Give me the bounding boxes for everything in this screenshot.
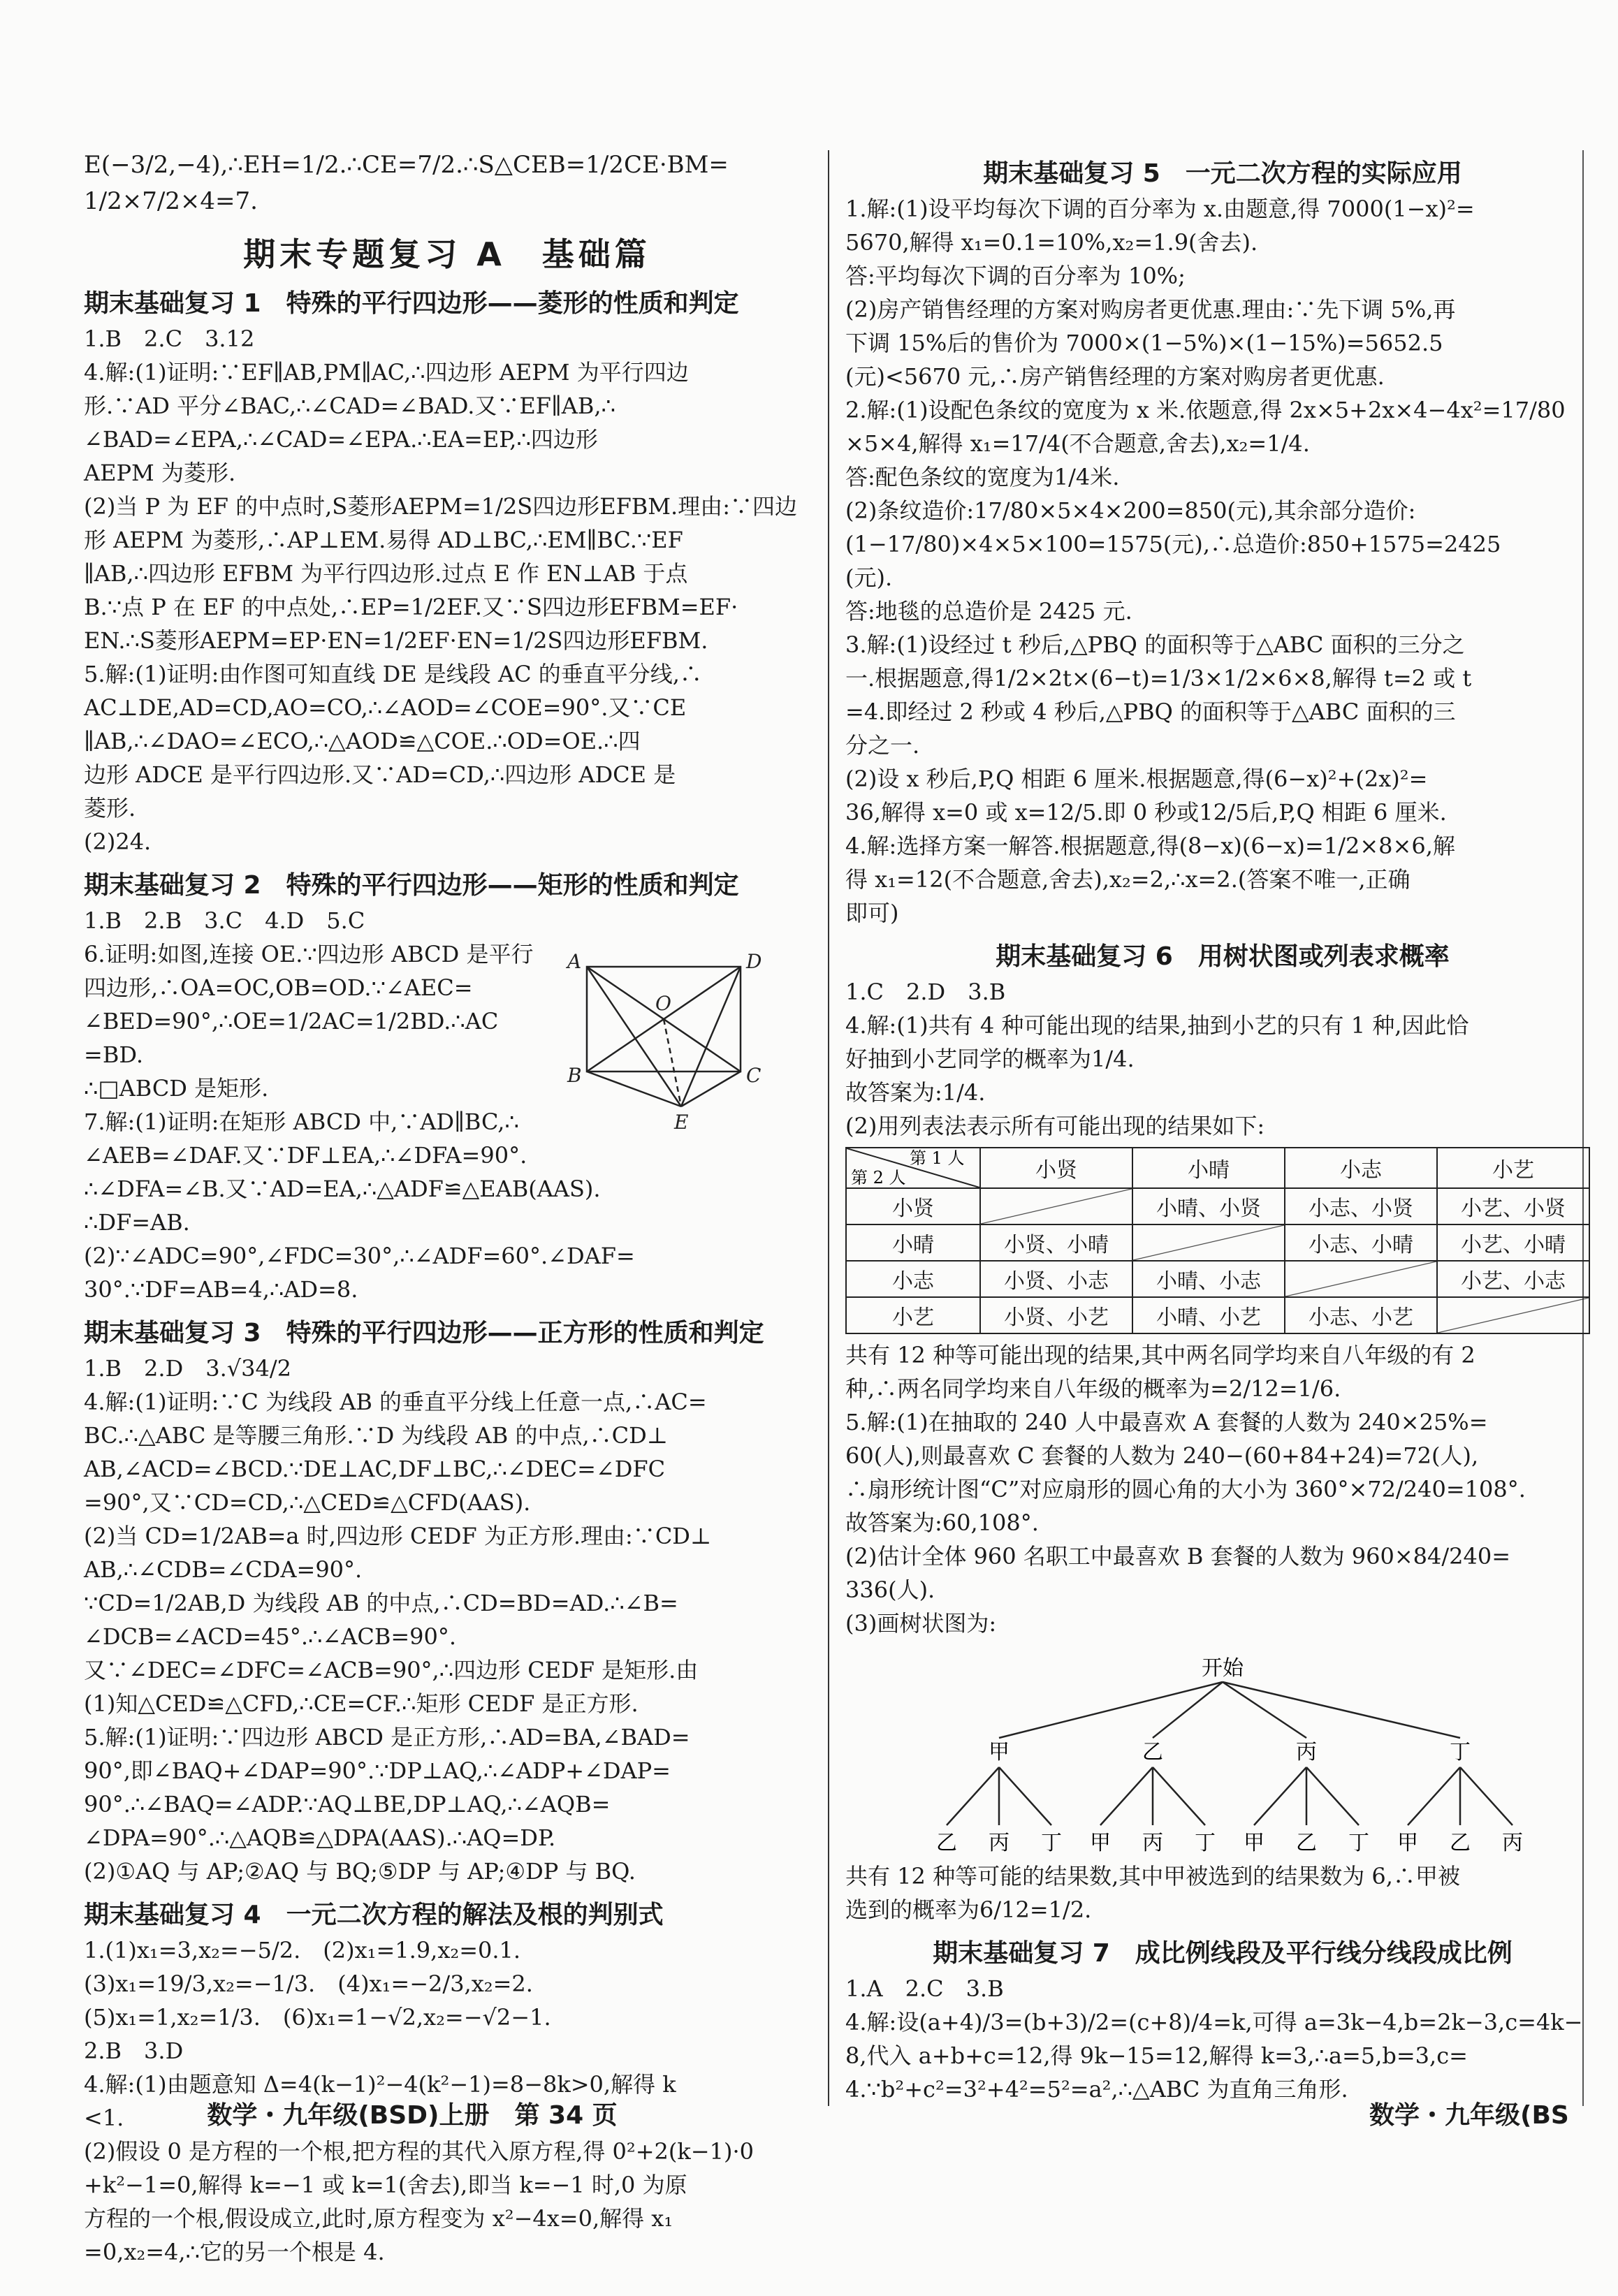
text-line: ∠DCB=∠ACD=45°.∴∠ACB=90°. [84, 1623, 457, 1650]
table-cell: 小贤、小志 [980, 1261, 1132, 1297]
text-line: AC⊥DE,AD=CD,AO=CO,∴∠AOD=∠COE=90°.又∵CE [84, 694, 687, 721]
text-line: 共有 12 种等可能的结果数,其中甲被选到的结果数为 6,∴甲被 [845, 1863, 1460, 1889]
section-2-body [84, 904, 810, 1306]
text-line: ∠BED=90°,∴OE=1/2AC=1/2BD.∴AC [84, 1008, 499, 1034]
text-line: 6.证明:如图,连接 OE.∵四边形 ABCD 是平行 [84, 941, 534, 967]
text-line: 故答案为:1/4. [845, 1079, 986, 1106]
section-7-body [845, 1972, 1600, 2106]
table-row-header: 小贤 [846, 1188, 980, 1224]
fig-label-b: B [567, 1064, 582, 1087]
text-line: =BD. [84, 1041, 144, 1068]
section-6-title: 期末基础复习 6 用树状图或列表求概率 [996, 942, 1450, 971]
text-line: 1.B 2.D 3.√34/2 [84, 1355, 292, 1382]
section-5-title: 期末基础复习 5 一元二次方程的实际应用 [983, 159, 1462, 188]
page-footer-left: 数学・九年级(BSD)上册 第 34 页 [207, 2101, 618, 2130]
text-line: 5.解:(1)证明:∵四边形 ABCD 是正方形,∴AD=BA,∠BAD= [84, 1724, 690, 1750]
tree-branch [1408, 1767, 1460, 1825]
text-line: ∴□ABCD 是矩形. [84, 1075, 269, 1102]
right-column [845, 147, 1600, 2106]
table-header-cell: 小志 [1285, 1148, 1437, 1188]
section-6-body-before [845, 975, 1600, 1143]
table-cell: 小晴、小艺 [1132, 1297, 1285, 1333]
table-row [846, 1261, 1589, 1297]
text-line: <1. [84, 2105, 124, 2131]
text-line: (2)24. [84, 828, 152, 855]
table-row-header: 小晴 [846, 1224, 980, 1261]
text-line: (3)x₁=19/3,x₂=−1/3. (4)x₁=−2/3,x₂=2. [84, 1970, 533, 1997]
text-line: ∴∠DFA=∠B.又∵AD=EA,∴△ADF≌△EAB(AAS). [84, 1176, 601, 1202]
column-divider [828, 150, 829, 2106]
section-1-body [84, 322, 810, 858]
table-header-cell: 小贤 [980, 1148, 1132, 1188]
top-line-2: 1/2×7/2×4=7. [84, 187, 258, 215]
text-line: (元)<5670 元,∴房产销售经理的方案对购房者更优惠. [845, 363, 1385, 390]
table-cell [1437, 1297, 1589, 1333]
text-line: (2)当 P 为 EF 的中点时,S菱形AEPM=1/2S四边形EFBM.理由:∵四边 [84, 493, 798, 520]
tree-node-level2: 丙 [989, 1831, 1010, 1855]
text-line: ∴扇形统计图“C”对应扇形的圆心角的大小为 360°×72/240=108°. [845, 1476, 1526, 1502]
fig-label-a: A [567, 953, 582, 973]
corner-top-label: 第 1 人 [910, 1148, 965, 1168]
text-line: AEPM 为菱形. [84, 460, 236, 486]
text-line: 得 x₁=12(不合题意,舍去),x₂=2,∴x=2.(答案不唯一,正确 [845, 866, 1411, 893]
tree-node-level2: 甲 [1090, 1831, 1111, 1855]
text-line: +k²−1=0,解得 k=−1 或 k=1(舍去),即当 k=−1 时,0 为原 [84, 2172, 687, 2198]
table-header-cell: 小艺 [1437, 1148, 1589, 1188]
text-line: EN.∴S菱形AEPM=EP·EN=1/2EF·EN=1/2S四边形EFBM. [84, 627, 708, 654]
text-line: 即可) [845, 900, 899, 926]
text-line: 4.解:选择方案一解答.根据题意,得(8−x)(6−x)=1/2×8×6,解 [845, 833, 1455, 859]
text-line: 336(人). [845, 1577, 935, 1603]
tree-root: 开始 [1202, 1656, 1244, 1681]
section-4-title: 期末基础复习 4 一元二次方程的解法及根的判别式 [84, 1901, 664, 1929]
text-line: (2)①AQ 与 AP;②AQ 与 BQ;⑤DP 与 AP;④DP 与 BQ. [84, 1858, 636, 1885]
table-cell: 小贤、小艺 [980, 1297, 1132, 1333]
text-line: 一.根据题意,得1/2×2t×(6−t)=1/3×1/2×6×8,解得 t=2 或 t [845, 665, 1472, 692]
tree-node-level2: 甲 [1244, 1831, 1264, 1855]
text-line: 1.解:(1)设平均每次下调的百分率为 x.由题意,得 7000(1−x)²= [845, 196, 1475, 222]
text-line: 形.∵AD 平分∠BAC,∴∠CAD=∠BAD.又∵EF∥AB,∴ [84, 393, 615, 419]
text-line: 4.解:(1)证明:∵C 为线段 AB 的垂直平分线上任意一点,∴AC= [84, 1389, 707, 1415]
tree-node-level2: 丁 [1041, 1831, 1062, 1855]
text-line: ∥AB,∴∠DAO=∠ECO,∴△AOD≌△COE.∴OD=OE.∴四 [84, 728, 641, 754]
tree-node-level2: 丁 [1195, 1831, 1216, 1855]
table-corner-cell [846, 1148, 980, 1188]
table-cell: 小晴、小志 [1132, 1261, 1285, 1297]
text-line: 36,解得 x=0 或 x=12/5.即 0 秒或12/5后,P,Q 相距 6 厘米. [845, 799, 1447, 826]
text-line: 1.B 2.C 3.12 [84, 326, 255, 352]
tree-node-level2: 乙 [1296, 1831, 1317, 1855]
probability-table [845, 1147, 1590, 1334]
text-line: (2)用列表法表示所有可能出现的结果如下: [845, 1113, 1265, 1139]
table-cell [980, 1188, 1132, 1224]
text-line: AB,∠ACD=∠BCD.∵DE⊥AC,DF⊥BC,∴∠DEC=∠DFC [84, 1456, 666, 1482]
text-line: 4.解:(1)共有 4 种可能出现的结果,抽到小艺的只有 1 种,因此恰 [845, 1012, 1469, 1039]
tree-branch [1153, 1767, 1205, 1825]
text-line: =90°,又∵CD=CD,∴△CED≌△CFD(AAS). [84, 1489, 531, 1516]
text-line: 又∵∠DEC=∠DFC=∠ACB=90°,∴四边形 CEDF 是矩形.由 [84, 1657, 699, 1683]
section-3-body [84, 1352, 810, 1888]
tree-node-level1: 甲 [989, 1740, 1010, 1764]
corner-bottom-label: 第 2 人 [851, 1168, 906, 1187]
main-title: 期末专题复习 A 基础篇 [243, 235, 651, 273]
tree-node-level2: 丙 [1502, 1831, 1523, 1855]
text-line: 答:配色条纹的宽度为1/4米. [845, 464, 1120, 490]
section-3-title: 期末基础复习 3 特殊的平行四边形——正方形的性质和判定 [84, 1319, 764, 1347]
text-line: 4.解:设(a+4)/3=(b+3)/2=(c+8)/4=k,可得 a=3k−4,b=2k−3,c=4k− [845, 2009, 1583, 2035]
text-line: ∠BAD=∠EPA,∴∠CAD=∠EPA.∴EA=EP,∴四边形 [84, 426, 598, 453]
tree-node-level2: 丙 [1142, 1831, 1163, 1855]
text-line: 答:平均每次下调的百分率为 10%; [845, 263, 1186, 289]
text-line: 四边形,∴OA=OC,OB=OD.∵∠AEC= [84, 974, 473, 1001]
section-1-title: 期末基础复习 1 特殊的平行四边形——菱形的性质和判定 [84, 289, 739, 318]
section-6-body-after [845, 1338, 1600, 1640]
text-line: 90°,即∠BAQ+∠DAP=90°.∵DP⊥AQ,∴∠ADP+∠DAP= [84, 1757, 671, 1784]
text-line: ∵CD=1/2AB,D 为线段 AB 的中点,∴CD=BD=AD.∴∠B= [84, 1590, 678, 1616]
text-line: 4.解:(1)证明:∵EF∥AB,PM∥AC,∴四边形 AEPM 为平行四边 [84, 359, 689, 386]
text-line: 菱形. [84, 795, 136, 821]
tree-node-level1: 丙 [1296, 1740, 1317, 1764]
text-line: 5670,解得 x₁=0.1=10%,x₂=1.9(舍去). [845, 229, 1258, 256]
text-line: BC.∴△ABC 是等腰三角形.∵D 为线段 AB 的中点,∴CD⊥ [84, 1422, 668, 1449]
text-line: B.∵点 P 在 EF 的中点处,∴EP=1/2EF.又∵S四边形EFBM=EF· [84, 594, 738, 620]
text-line: 4.∵b²+c²=3²+4²=5²=a²,∴△ABC 为直角三角形. [845, 2076, 1348, 2103]
tree-branch [1223, 1682, 1460, 1738]
text-line: (2)条纹造价:17/80×5×4×200=850(元),其余部分造价: [845, 497, 1416, 524]
table-header-row [846, 1148, 1589, 1188]
fig-label-o: O [655, 992, 671, 1015]
text-line: =4.即经过 2 秒或 4 秒后,△PBQ 的面积等于△ABC 面积的三 [845, 699, 1456, 725]
table-cell: 小艺、小贤 [1437, 1188, 1589, 1224]
text-line: 60(人),则最喜欢 C 套餐的人数为 240−(60+84+24)=72(人), [845, 1442, 1479, 1469]
text-line: 3.解:(1)设经过 t 秒后,△PBQ 的面积等于△ABC 面积的三分之 [845, 631, 1465, 658]
text-line: 共有 12 种等可能出现的结果,其中两名同学均来自八年级的有 2 [845, 1342, 1475, 1368]
page-footer-right: 数学・九年级(BS [1369, 2101, 1569, 2130]
tree-node-level1: 乙 [1142, 1740, 1163, 1764]
text-line: (2)房产销售经理的方案对购房者更优惠.理由:∵先下调 5%,再 [845, 296, 1456, 323]
text-line: (3)画树状图为: [845, 1610, 997, 1637]
table-row [846, 1297, 1589, 1333]
text-line: 种,∴两名同学均来自八年级的概率为=2/12=1/6. [845, 1375, 1341, 1402]
text-line: 7.解:(1)证明:在矩形 ABCD 中,∵AD∥BC,∴ [84, 1109, 519, 1135]
tree-node-level2: 乙 [936, 1831, 957, 1855]
text-line: 90°.∴∠BAQ=∠ADP.∵AQ⊥BE,DP⊥AQ,∴∠AQB= [84, 1791, 611, 1818]
table-cell: 小贤、小晴 [980, 1224, 1132, 1261]
text-line: 选到的概率为6/12=1/2. [845, 1896, 1092, 1923]
text-line: 分之一. [845, 732, 920, 759]
text-line: 2.解:(1)设配色条纹的宽度为 x 米.依题意,得 2x×5+2x×4−4x²=17/80 [845, 397, 1566, 423]
text-line: 边形 ADCE 是平行四边形.又∵AD=CD,∴四边形 ADCE 是 [84, 761, 676, 788]
text-line: ∥AB,∴四边形 EFBM 为平行四边形.过点 E 作 EN⊥AB 于点 [84, 560, 688, 587]
left-column [84, 147, 810, 2269]
text-line: (2)当 CD=1/2AB=a 时,四边形 CEDF 为正方形.理由:∵CD⊥ [84, 1523, 712, 1549]
text-line: 好抽到小艺同学的概率为1/4. [845, 1046, 1135, 1072]
text-line: (5)x₁=1,x₂=1/3. (6)x₁=1−√2,x₂=−√2−1. [84, 2004, 551, 2031]
text-line: ×5×4,解得 x₁=17/4(不合题意,舍去),x₂=1/4. [845, 430, 1310, 457]
table-cell: 小志、小艺 [1285, 1297, 1437, 1333]
tree-branch [1306, 1767, 1359, 1825]
section-7-title: 期末基础复习 7 成比例线段及平行线分线段成比例 [933, 1939, 1513, 1968]
text-line: 1.C 2.D 3.B [845, 979, 1006, 1005]
text-line: =0,x₂=4,∴它的另一个根是 4. [84, 2239, 385, 2265]
text-line: (2)设 x 秒后,P,Q 相距 6 厘米.根据题意,得(6−x)²+(2x)²= [845, 766, 1428, 792]
text-line: 1.A 2.C 3.B [845, 1975, 1004, 2002]
text-line: AB,∴∠CDB=∠CDA=90°. [84, 1556, 363, 1583]
table-cell: 小艺、小志 [1437, 1261, 1589, 1297]
tree-branch [1460, 1767, 1513, 1825]
text-line: (2)∵∠ADC=90°,∠FDC=30°,∴∠ADF=60°.∠DAF= [84, 1243, 635, 1269]
text-line: ∴DF=AB. [84, 1209, 190, 1236]
table-cell [1285, 1261, 1437, 1297]
section-6-body-end [845, 1859, 1600, 1926]
table-cell: 小志、小晴 [1285, 1224, 1437, 1261]
table-body [846, 1188, 1589, 1333]
text-line: 30°.∵DF=AB=4,∴AD=8. [84, 1276, 358, 1303]
fig-label-c: C [746, 1064, 761, 1087]
table-cell: 小晴、小贤 [1132, 1188, 1285, 1224]
fig-label-e: E [674, 1111, 689, 1134]
text-line: 方程的一个根,假设成立,此时,原方程变为 x²−4x=0,解得 x₁ [84, 2205, 673, 2232]
text-line: 答:地毯的总造价是 2425 元. [845, 598, 1132, 624]
text-line: 1.B 2.B 3.C 4.D 5.C [84, 907, 365, 934]
text-line: 故答案为:60,108°. [845, 1509, 1039, 1536]
text-line: 8,代入 a+b+c=12,得 9k−15=12,解得 k=3,∴a=5,b=3,c= [845, 2042, 1468, 2069]
section-2-title: 期末基础复习 2 特殊的平行四边形——矩形的性质和判定 [84, 871, 739, 900]
table-row [846, 1188, 1589, 1224]
text-line: 1.(1)x₁=3,x₂=−5/2. (2)x₁=1.9,x₂=0.1. [84, 1937, 521, 1964]
text-line: 5.解:(1)证明:由作图可知直线 DE 是线段 AC 的垂直平分线,∴ [84, 661, 702, 687]
table-row-header: 小志 [846, 1261, 980, 1297]
text-line: ∠DPA=90°.∴△AQB≌△DPA(AAS).∴AQ=DP. [84, 1825, 556, 1851]
text-line: (元). [845, 564, 893, 591]
tree-branch [1254, 1767, 1306, 1825]
tree-node-level2: 丁 [1348, 1831, 1369, 1855]
table-header-cell: 小晴 [1132, 1148, 1285, 1188]
table-row [846, 1224, 1589, 1261]
text-line: 2.B 3.D [84, 2038, 184, 2064]
tree-node-level1: 丁 [1450, 1740, 1471, 1764]
fig-label-d: D [746, 953, 762, 973]
text-line: 5.解:(1)在抽取的 240 人中最喜欢 A 套餐的人数为 240×25%= [845, 1409, 1488, 1435]
tree-branch [947, 1767, 999, 1825]
tree-branch [999, 1767, 1051, 1825]
text-line: 下调 15%后的售价为 7000×(1−5%)×(1−15%)=5652.5 [845, 330, 1443, 356]
text-line: 4.解:(1)由题意知 Δ=4(k−1)²−4(k²−1)=8−8k>0,解得 k [84, 2071, 676, 2098]
text-line: (2)估计全体 960 名职工中最喜欢 B 套餐的人数为 960×84/240= [845, 1543, 1511, 1570]
table-row-header: 小艺 [846, 1297, 980, 1333]
table-cell: 小志、小贤 [1285, 1188, 1437, 1224]
text-line: (1−17/80)×4×5×100=1575(元),∴总造价:850+1575=2425 [845, 531, 1501, 557]
top-line-1: E(−3/2,−4),∴EH=1/2.∴CE=7/2.∴S△CEB=1/2CE·BM= [84, 151, 729, 179]
tree-diagram [901, 1647, 1544, 1857]
tree-branch [1100, 1767, 1153, 1825]
rectangle-figure [566, 953, 775, 1134]
text-line: (1)知△CED≌△CFD,∴CE=CF.∴矩形 CEDF 是正方形. [84, 1690, 639, 1717]
text-line: 形 AEPM 为菱形,∴AP⊥EM.易得 AD⊥BC,∴EM∥BC.∵EF [84, 527, 683, 553]
table-cell: 小艺、小晴 [1437, 1224, 1589, 1261]
tree-branch [1223, 1682, 1306, 1738]
tree-node-level2: 甲 [1397, 1831, 1418, 1855]
table-cell [1132, 1224, 1285, 1261]
text-line: ∠AEB=∠DAF.又∵DF⊥EA,∴∠DFA=90°. [84, 1142, 527, 1169]
section-5-body [845, 192, 1600, 930]
text-line: (2)假设 0 是方程的一个根,把方程的其代入原方程,得 0²+2(k−1)·0 [84, 2138, 754, 2165]
tree-node-level2: 乙 [1450, 1831, 1471, 1855]
